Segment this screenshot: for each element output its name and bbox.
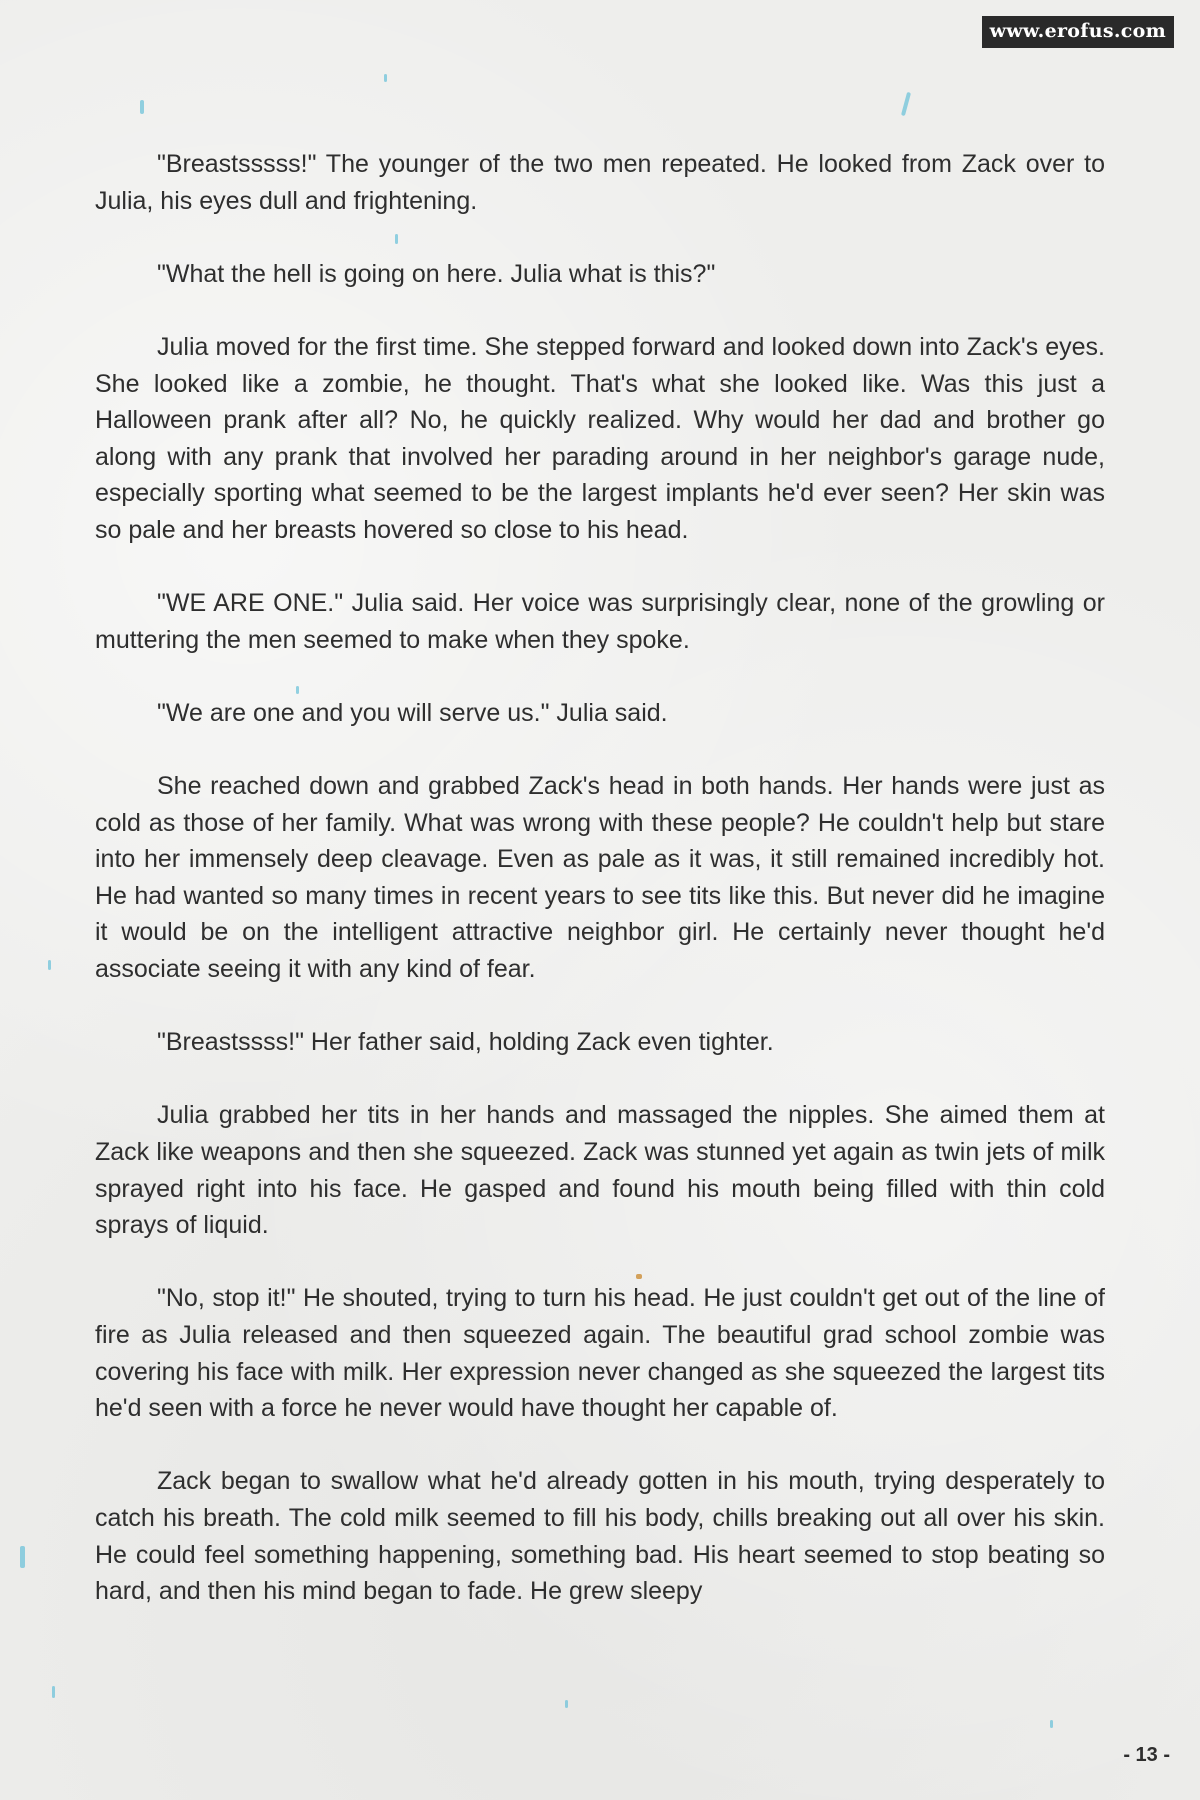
paragraph: "No, stop it!" He shouted, trying to turn his head. He just couldn't get out of the line of fire as Julia released and then squeezed again. The beautiful grad school zombie was covering his face with milk. Her expression never changed as she squeezed the largest tits he'd seen with a force he never would have thought her capable of. xyxy=(95,1284,1105,1423)
watermark: www.erofus.com xyxy=(982,16,1174,48)
paragraph: Zack began to swallow what he'd already gotten in his mouth, trying desperately to catch his breath. The cold milk seemed to fill his body, chills breaking out all over his skin. He could feel something happening, something bad. His heart seemed to stop beating so hard, and then his mind began to fade. He grew sleepy xyxy=(95,1467,1105,1606)
paragraph: "Breastsssss!" The younger of the two men repeated. He looked from Zack over to Julia, his eyes dull and frightening. xyxy=(95,150,1105,215)
paint-speck xyxy=(565,1700,568,1708)
paint-speck xyxy=(48,960,51,970)
paragraph: Julia grabbed her tits in her hands and massaged the nipples. She aimed them at Zack like weapons and then she squeezed. Zack was stunned yet again as twin jets of milk sprayed right into his face. He gasped and found his mouth being filled with thin cold sprays of liquid. xyxy=(95,1101,1105,1240)
paint-speck xyxy=(52,1686,55,1698)
paint-speck xyxy=(20,1546,25,1568)
paragraph: "What the hell is going on here. Julia what is this?" xyxy=(157,259,716,288)
paragraph: Julia moved for the first time. She stepped forward and looked down into Zack's eyes. She looked like a zombie, he thought. That's what she looked like. Was this just a Halloween prank after all? No, he quickly realized. Why would her dad and brother go along with any prank that involved her parading around in her neighbor's garage nude, especially sporting what seemed to be the largest implants he'd ever seen? Her skin was so pale and her breasts hovered so close to his head. xyxy=(95,332,1105,544)
paragraph: "WE ARE ONE." Julia said. Her voice was surprisingly clear, none of the growling or muttering the men seemed to make when they spoke. xyxy=(95,589,1105,654)
page-number: - 13 - xyxy=(1123,1744,1170,1766)
paragraph: "We are one and you will serve us." Julia said. xyxy=(157,698,668,727)
paint-speck xyxy=(140,100,144,114)
paint-speck xyxy=(901,92,911,116)
paragraph: "Breastssss!" Her father said, holding Zack even tighter. xyxy=(157,1028,774,1057)
paint-speck xyxy=(1050,1720,1053,1728)
body-text xyxy=(95,146,1105,1610)
paragraph: She reached down and grabbed Zack's head in both hands. Her hands were just as cold as those of her family. What was wrong with these people? He couldn't help but stare into her immensely deep cleavage. Even as pale as it was, it still remained incredibly hot. He had wanted so many times in recent years to see tits like this. But never did he imagine it would be on the intelligent attractive neighbor girl. He certainly never thought he'd associate seeing it with any kind of fear. xyxy=(95,772,1105,984)
paint-speck xyxy=(384,74,387,82)
